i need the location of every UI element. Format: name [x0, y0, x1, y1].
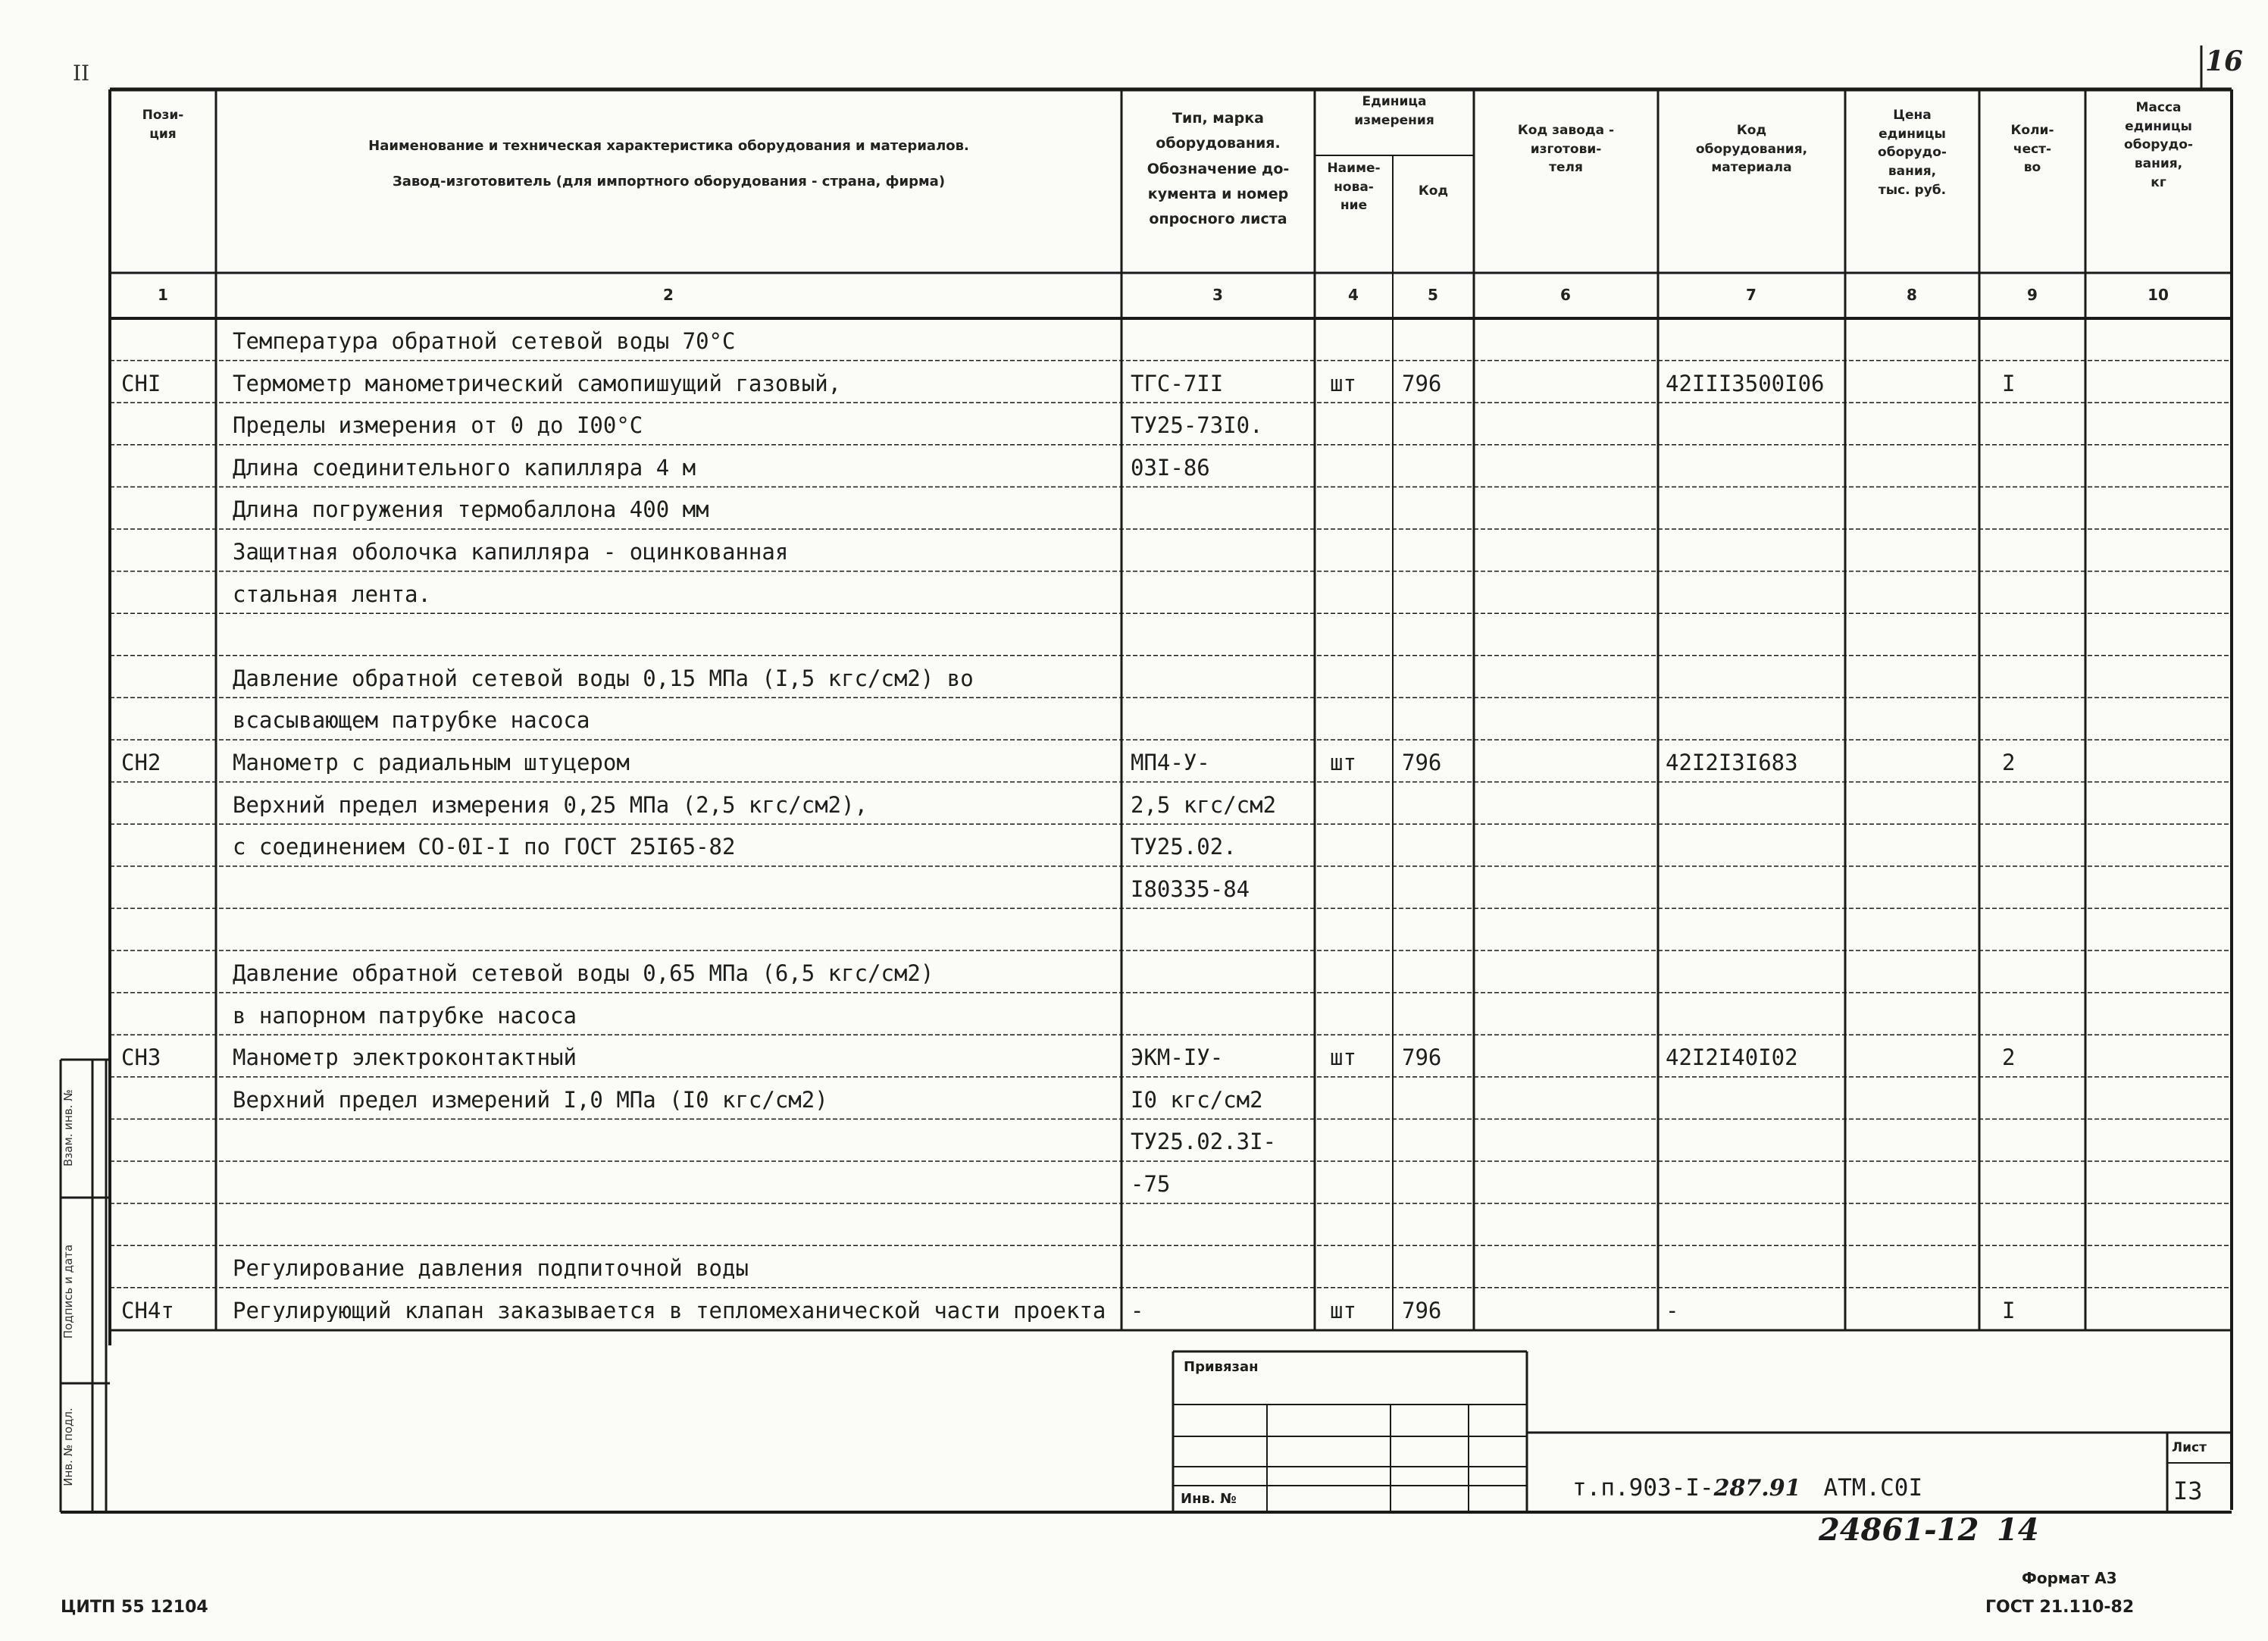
row-code: 796 — [1402, 750, 1442, 775]
header-line: чест- — [2013, 141, 2052, 157]
header-line: теля — [1549, 160, 1583, 176]
header-line: единицы — [1879, 126, 1946, 142]
row-equipment-code: 42III3500I06 — [1666, 370, 1825, 396]
header-line: Код — [1736, 123, 1767, 138]
row-code: 796 — [1402, 1044, 1442, 1071]
table-row — [0, 1161, 2268, 1204]
row-type: 03I-86 — [1131, 456, 1210, 479]
table-row — [0, 613, 2268, 656]
row-name: Защитная оболочка капилляра - оцинкованная — [233, 541, 789, 563]
table-row — [0, 782, 2268, 825]
header-line: Единица — [1362, 94, 1427, 109]
table-row — [0, 529, 2268, 572]
row-name: Термометр манометрический самопишущий газовый, — [233, 372, 842, 395]
row-name: Верхний предел измерений I,0 МПа (I0 кгс/см2) — [233, 1088, 828, 1111]
table-row — [0, 487, 2268, 529]
row-type: ТУ25.02. — [1131, 836, 1237, 859]
row-name: с соединением СО-0I-I по ГОСТ 25I65-82 — [233, 836, 736, 859]
table-row — [0, 1119, 2268, 1161]
table-row — [0, 572, 2268, 614]
header-line: Наименование и техническая характеристика оборудования и материалов. — [368, 138, 969, 154]
row-type: МП4-У- — [1131, 752, 1210, 774]
row-name: Давление обратной сетевой воды 0,65 МПа (6,5 кгс/см2) — [233, 963, 934, 985]
header-line: опросного листа — [1149, 211, 1287, 227]
header-cell — [1393, 182, 1474, 243]
row-name: Давление обратной сетевой воды 0,15 МПа (I,5 кгс/см2) во — [233, 667, 974, 690]
header-line: Тип, марка — [1172, 110, 1264, 127]
sheet-mark: 16 — [2205, 45, 2244, 77]
column-number: 4 — [1348, 286, 1359, 304]
table-row — [0, 1288, 2268, 1330]
header-line: изготови- — [1530, 141, 1602, 157]
row-name: Регулирование давления подпиточной воды — [233, 1257, 749, 1280]
row-name: Манометр электроконтактный — [233, 1047, 577, 1069]
row-name: в напорном патрубке насоса — [233, 1004, 577, 1027]
header-cell — [1315, 92, 1474, 153]
designation-suffix: АТМ.С0I — [1823, 1474, 1923, 1502]
column-number: 7 — [1746, 286, 1757, 304]
row-type: 2,5 кгс/см2 — [1131, 794, 1277, 816]
header-line: оборудования, — [1695, 141, 1808, 157]
row-equipment-code: 42I2I40I02 — [1666, 1044, 1798, 1071]
header-line: Цена — [1893, 108, 1932, 123]
row-name: Регулирующий клапан заказывается в тепломеханической части проекта — [233, 1299, 1106, 1322]
row-position: СН4т — [121, 1297, 174, 1323]
header-cell — [216, 129, 1121, 243]
row-name: Манометр с радиальным штуцером — [233, 752, 630, 774]
row-code: 796 — [1402, 370, 1442, 396]
header-line: тыс. руб. — [1878, 182, 1947, 198]
gost-label: ГОСТ 21.110-82 — [1985, 1598, 2135, 1617]
table-row — [0, 824, 2268, 866]
header-line: Наиме- — [1327, 161, 1381, 176]
header-cell — [1658, 121, 1845, 258]
table-row — [0, 908, 2268, 950]
row-unit: шт — [1330, 370, 1356, 396]
header-line: измерения — [1354, 112, 1434, 128]
row-quantity: 2 — [2002, 750, 2016, 775]
stamp-inv-no: Инв. № — [1181, 1491, 1237, 1507]
column-number: 5 — [1428, 286, 1438, 304]
column-number: 8 — [1907, 286, 1917, 304]
table-row — [0, 402, 2268, 445]
table-row — [0, 361, 2268, 403]
side-label-vzam: Взам. инв. № — [61, 1089, 75, 1167]
row-name: Верхний предел измерения 0,25 МПа (2,5 кгс/см2), — [233, 794, 868, 816]
header-line: материала — [1711, 160, 1792, 176]
column-number: 1 — [158, 286, 168, 304]
designation-handwritten: 287.91 — [1713, 1475, 1801, 1502]
side-label-podpis: Подпись и дата — [61, 1244, 75, 1339]
header-line: кумента и номер — [1147, 185, 1289, 202]
row-unit: шт — [1330, 1297, 1356, 1323]
table-row — [0, 445, 2268, 487]
row-unit: шт — [1330, 750, 1356, 775]
header-line: Масса — [2135, 100, 2182, 115]
column-number: 9 — [2027, 286, 2038, 304]
row-name: стальная лента. — [233, 583, 431, 606]
header-line: ция — [149, 126, 177, 142]
row-name: Длина соединительного капилляра 4 м — [233, 456, 696, 479]
row-name: Длина погружения термобаллона 400 мм — [233, 499, 709, 521]
row-position: СН3 — [121, 1044, 161, 1071]
row-type: - — [1131, 1299, 1144, 1322]
stamp-designation — [1572, 1474, 1922, 1502]
header-line: Код — [1418, 183, 1449, 199]
header-line: кг — [2151, 174, 2166, 190]
row-type: -75 — [1131, 1173, 1171, 1195]
table-row — [0, 1077, 2268, 1120]
header-line: оборудо- — [1878, 145, 1947, 161]
table-row — [0, 993, 2268, 1035]
table-row — [0, 866, 2268, 909]
table-row — [0, 1204, 2268, 1246]
header-line: во — [2023, 160, 2041, 176]
row-type: ТУ25-73I0. — [1131, 415, 1263, 437]
header-line: Код завода - — [1517, 123, 1615, 138]
table-row — [0, 656, 2268, 698]
column-number: 10 — [2148, 286, 2169, 304]
table-row — [0, 318, 2268, 361]
row-equipment-code: 42I2I3I683 — [1666, 750, 1798, 775]
row-quantity: I — [2002, 1297, 2016, 1323]
header-line: единицы — [2125, 118, 2192, 134]
column-number: 2 — [663, 286, 674, 304]
corner-label: II — [73, 61, 90, 86]
handwritten-page: 14 — [1997, 1512, 2039, 1548]
column-number: 6 — [1560, 286, 1571, 304]
header-cell — [1845, 106, 1979, 265]
stamp-sheet-no: I3 — [2173, 1477, 2203, 1505]
header-line: вания, — [1888, 163, 1937, 179]
row-type: I80335-84 — [1131, 878, 1250, 900]
handwritten-number: 24861-12 — [1819, 1512, 1979, 1548]
row-quantity: 2 — [2002, 1044, 2016, 1071]
row-equipment-code: - — [1666, 1297, 1679, 1323]
table-row — [0, 697, 2268, 740]
row-position: СНI — [121, 370, 161, 396]
row-name: Пределы измерения от 0 до I00°С — [233, 415, 643, 437]
header-line: Завод-изготовитель (для импортного оборудования - страна, фирма) — [392, 173, 946, 189]
row-quantity: I — [2002, 370, 2016, 396]
stamp-sheet-label: Лист — [2172, 1440, 2207, 1455]
header-line: Пози- — [142, 108, 184, 123]
table-row — [0, 1035, 2268, 1077]
format-label: Формат А3 — [2022, 1569, 2117, 1587]
header-line: Обозначение до- — [1147, 160, 1290, 177]
stamp-privyazan: Привязан — [1184, 1359, 1259, 1375]
header-cell — [1979, 121, 2085, 258]
header-cell — [2085, 99, 2232, 258]
header-line: ние — [1340, 198, 1368, 214]
header-line: нова- — [1334, 179, 1374, 195]
header-line: оборудования. — [1156, 135, 1281, 152]
header-cell — [1474, 121, 1658, 258]
row-name: Температура обратной сетевой воды 70°С — [233, 330, 736, 352]
header-cell — [110, 106, 216, 258]
header-cell — [1121, 106, 1315, 273]
column-number: 3 — [1212, 286, 1223, 304]
row-type: ТУ25.02.3I- — [1131, 1131, 1277, 1154]
row-position: СН2 — [121, 750, 161, 775]
header-cell — [1315, 159, 1393, 269]
row-type: ЭКМ-IУ- — [1131, 1047, 1224, 1069]
table-row — [0, 950, 2268, 993]
row-name: всасывающем патрубке насоса — [233, 709, 590, 732]
row-type: I0 кгс/см2 — [1131, 1088, 1263, 1111]
header-line: Коли- — [2010, 123, 2054, 138]
row-type: ТГС-7II — [1131, 372, 1224, 395]
row-unit: шт — [1330, 1044, 1356, 1071]
designation-prefix: т.п.903-I- — [1572, 1474, 1714, 1502]
table-row — [0, 740, 2268, 782]
institute-code: ЦИТП 55 12104 — [61, 1598, 208, 1617]
header-line: вания, — [2134, 155, 2183, 171]
side-label-inv: Инв. № подл. — [61, 1408, 75, 1486]
table-row — [0, 1245, 2268, 1288]
row-code: 796 — [1402, 1297, 1442, 1323]
header-line: оборудо- — [2124, 137, 2193, 153]
